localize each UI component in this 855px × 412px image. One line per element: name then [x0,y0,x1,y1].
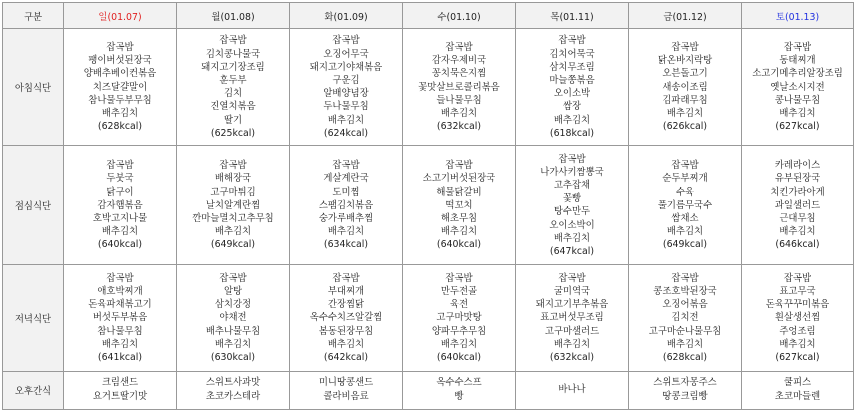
menu-item: 호박고지나물 [92,212,148,224]
menu-cell [177,371,290,409]
calorie-text: (640kcal) [97,239,143,251]
menu-item: 잡곡밥 [219,35,247,47]
menu-item: 육전 [449,299,469,311]
menu-item: 소고기메추리알장조림 [752,68,843,80]
menu-item: 배추김치 [779,107,816,119]
menu-item: 고구마튀김 [210,186,256,198]
menu-item: 스팸김치볶음 [318,199,374,211]
menu-cell [64,146,177,265]
menu-item: 잡곡밥 [558,272,586,284]
menu-item: 잡곡밥 [219,160,247,172]
calorie-text: (649kcal) [662,239,708,251]
menu-cell [516,371,629,409]
menu-item: 돼지고기야채볶음 [309,61,383,73]
menu-item: 오징어볶음 [662,299,708,311]
menu-item: 굴미역국 [553,286,591,298]
menu-item: 잡곡밥 [332,35,360,47]
menu-item: 스위트사과맛 [205,377,261,389]
menu-item: 콜라비음료 [323,391,369,403]
menu-item: 잡곡밥 [671,41,699,53]
calorie-text: (627kcal) [775,121,820,133]
menu-item: 탕수만두 [553,206,591,218]
calorie-text: (640kcal) [436,239,482,251]
menu-item: 고추잡채 [553,179,591,191]
menu-item: 꽃빵 [562,193,582,205]
menu-cell [403,371,516,409]
menu-item: 미니땅콩샌드 [318,377,374,389]
menu-item: 깐마늘멸치고추무침 [192,212,274,224]
menu-item: 오징어무국 [323,48,369,60]
menu-item: 초코마들렌 [774,391,821,403]
calorie-text: (641kcal) [97,352,143,364]
menu-cell [177,146,290,265]
day-header-thursday: 목(01.11) [516,3,629,29]
menu-item: 부대찌개 [327,286,365,298]
menu-item: 만두전골 [440,286,478,298]
menu-item: 고구마순나물무침 [648,325,722,337]
menu-item: 배해장국 [214,173,252,185]
menu-item: 오븐돌고기 [662,68,708,80]
menu-item: 잡곡밥 [445,160,473,172]
menu-item: 초코카스테라 [205,391,261,403]
day-header-friday: 금(01.12) [629,3,742,29]
menu-cell [629,371,742,409]
menu-item: 감자우제비국 [431,55,487,67]
menu-item: 주엉조림 [779,325,816,337]
menu-item: 배추김치 [440,107,478,119]
menu-item: 카레라이스 [774,160,821,172]
menu-item: 삼치무조림 [549,61,595,73]
menu-item: 알배양념장 [323,88,369,100]
menu-cell [742,265,854,371]
menu-item: 오이소박 [553,88,591,100]
menu-item: 쿨피스 [783,377,812,389]
menu-cell [177,29,290,146]
menu-cell [290,29,403,146]
day-header-wednesday: 수(01.10) [403,3,516,29]
menu-item: 옥수수스프 [436,377,482,389]
menu-item: 빵 [454,391,464,403]
calorie-text: (634kcal) [323,239,369,251]
menu-item: 돼지고기장조림 [201,61,265,73]
menu-item: 배추김치 [666,107,704,119]
menu-item: 배추김치 [214,226,252,238]
menu-item: 두붓국 [106,173,134,185]
menu-cell [290,146,403,265]
menu-item: 배추김치 [440,226,478,238]
calorie-text: (624kcal) [323,127,369,139]
menu-item: 고구마맛탕 [436,312,482,324]
menu-item: 과일샐러드 [774,199,821,211]
menu-item: 배추김치 [214,338,252,350]
dinner-row [3,265,854,371]
menu-item: 김치 [223,88,243,100]
calorie-text: (618kcal) [549,127,595,139]
calorie-text: (625kcal) [210,127,256,139]
menu-item: 마늘쫑볶음 [549,74,595,86]
menu-cell [516,265,629,371]
menu-item: 잡곡밥 [671,272,699,284]
day-header-sunday: 일(01.07) [64,3,177,29]
menu-item: 딸기 [223,114,243,126]
menu-item: 두나물무침 [323,101,369,113]
calorie-text: (640kcal) [436,352,482,364]
snack-row [3,371,854,409]
menu-item: 꽃맛살브로콜리볶음 [418,81,500,93]
menu-item: 표고버섯무조림 [540,312,604,324]
menu-item: 숭가루배추찜 [318,212,374,224]
calorie-text: (647kcal) [549,245,595,257]
menu-item: 잡곡밥 [106,41,134,53]
menu-item: 김파래무침 [662,94,708,106]
menu-item: 배추김치 [101,107,139,119]
menu-cell [629,29,742,146]
menu-item: 들나물무침 [436,94,482,106]
menu-item: 잡곡밥 [671,160,699,172]
menu-item: 잡곡밥 [332,160,360,172]
calorie-text: (642kcal) [323,352,369,364]
menu-item: 유부된장국 [774,173,821,185]
menu-item: 흰살생선찜 [774,312,821,324]
menu-item: 버섯두부볶음 [92,312,148,324]
day-header-saturday: 토(01.13) [742,3,854,29]
menu-cell [742,29,854,146]
weekly-menu-table [2,2,854,410]
menu-item: 배추김치 [101,338,139,350]
menu-item: 닭구이 [106,186,134,198]
menu-item: 잡곡밥 [558,153,586,165]
menu-item: 팽이버섯된장국 [88,55,152,67]
menu-item: 바나나 [558,384,586,396]
menu-item: 김치어묵국 [549,48,595,60]
menu-cell [64,371,177,409]
menu-item: 땅콩크림빵 [662,391,708,403]
calorie-text: (632kcal) [549,352,595,364]
menu-item: 김치콩나물국 [205,48,261,60]
menu-item: 돼지고기부추볶음 [535,299,609,311]
menu-item: 풀기름무국수 [657,199,713,211]
menu-item: 배추김치 [327,114,365,126]
calorie-text: (649kcal) [210,239,256,251]
menu-item: 옛날소시지전 [770,81,825,93]
menu-item: 닭온바지락탕 [657,55,713,67]
day-header-tuesday: 화(01.09) [290,3,403,29]
menu-item: 잡곡밥 [106,160,134,172]
calorie-text: (626kcal) [662,121,708,133]
menu-item: 꽁치묵은지찜 [431,68,487,80]
menu-item: 옥수수치즈알갈찜 [309,312,383,324]
menu-cell [64,265,177,371]
menu-item: 야채전 [219,312,247,324]
meal-label: 오후간식 [3,371,64,409]
lunch-row [3,146,854,265]
menu-item: 배추김치 [327,338,365,350]
menu-item: 날치알계란찜 [205,199,261,211]
menu-cell [403,146,516,265]
header-corner: 구분 [3,3,64,29]
menu-item: 구운김 [332,74,360,86]
menu-item: 동태찌개 [779,55,816,67]
menu-item: 배추김치 [666,338,704,350]
menu-item: 잡곡밥 [558,35,586,47]
menu-item: 잡곡밥 [106,272,134,284]
menu-cell [290,265,403,371]
menu-item: 잡곡밥 [783,41,812,53]
menu-item: 양배추베이컨볶음 [83,68,157,80]
header-row [3,3,854,29]
menu-item: 요거트딸기맛 [92,391,148,403]
menu-item: 치즈달걀말이 [92,81,148,93]
menu-item: 배추김치 [553,232,591,244]
menu-item: 잡곡밥 [783,272,812,284]
calorie-text: (627kcal) [775,352,820,364]
menu-item: 알탕 [223,286,243,298]
calorie-text: (628kcal) [97,121,143,133]
calorie-text: (630kcal) [210,352,256,364]
menu-item: 배추김치 [327,226,365,238]
menu-cell [516,146,629,265]
menu-item: 고구마샐러드 [544,325,600,337]
menu-item: 배추나물무침 [205,325,261,337]
menu-cell [64,29,177,146]
menu-item: 표고무국 [779,286,816,298]
menu-item: 치킨가라아게 [770,186,825,198]
menu-item: 돈육파채볶고기 [88,299,152,311]
menu-item: 배추김치 [553,114,591,126]
calorie-text: (646kcal) [775,239,820,251]
menu-item: 콩조호박된장국 [653,286,717,298]
meal-label: 아침식단 [3,29,64,146]
menu-item: 도미찜 [332,186,360,198]
menu-cell [629,265,742,371]
menu-item: 크림샌드 [101,377,139,389]
menu-cell [290,371,403,409]
menu-item: 게살계란국 [323,173,369,185]
menu-item: 잡곡밥 [219,272,247,284]
menu-item: 쌈장 [562,101,582,113]
menu-item: 봄동된장무침 [318,325,374,337]
menu-item: 잡곡밥 [445,272,473,284]
menu-item: 오이소박이 [549,219,595,231]
menu-item: 수육 [675,186,695,198]
menu-item: 잡곡밥 [445,41,473,53]
menu-cell [177,265,290,371]
menu-item: 콩나물무침 [774,94,821,106]
menu-item: 배추김치 [101,226,139,238]
menu-cell [742,146,854,265]
calorie-text: (628kcal) [662,352,708,364]
menu-item: 떡꼬치 [445,199,473,211]
menu-item: 배추김치 [440,338,478,350]
menu-item: 배추김치 [666,226,704,238]
menu-cell [403,29,516,146]
meal-label: 점심식단 [3,146,64,265]
menu-item: 삼치강정 [214,299,252,311]
menu-item: 애호박찌개 [97,286,143,298]
menu-item: 배추김치 [779,226,816,238]
menu-cell [742,371,854,409]
menu-item: 배추김치 [553,338,591,350]
menu-item: 근대무침 [779,212,816,224]
menu-item: 나가사키짬뽕국 [540,166,604,178]
menu-item: 스위트자몽주스 [653,377,717,389]
menu-item: 해초무침 [440,212,478,224]
menu-item: 잡곡밥 [332,272,360,284]
menu-cell [516,29,629,146]
menu-item: 돈육꾸꾸미볶음 [765,299,830,311]
menu-item: 참나물무침 [97,325,143,337]
meal-label: 저녁식단 [3,265,64,371]
calorie-text: (632kcal) [436,121,482,133]
menu-cell [403,265,516,371]
breakfast-row [3,29,854,146]
menu-item: 참나물두부무침 [88,94,152,106]
menu-item: 배추김치 [779,338,816,350]
menu-item: 쌈채소 [671,212,699,224]
menu-item: 감자햄볶음 [97,199,143,211]
menu-item: 해물닭갈비 [436,186,482,198]
day-header-monday: 월(01.08) [177,3,290,29]
menu-item: 소고기버섯된장국 [422,173,496,185]
menu-item: 간장찜닭 [327,299,365,311]
menu-cell [629,146,742,265]
menu-item: 훈두부 [219,74,247,86]
menu-item: 진열치볶음 [210,101,256,113]
menu-item: 김치전 [671,312,699,324]
menu-item: 양파무추무침 [431,325,487,337]
menu-item: 새송이조림 [662,81,708,93]
menu-item: 순두부찌개 [662,173,708,185]
